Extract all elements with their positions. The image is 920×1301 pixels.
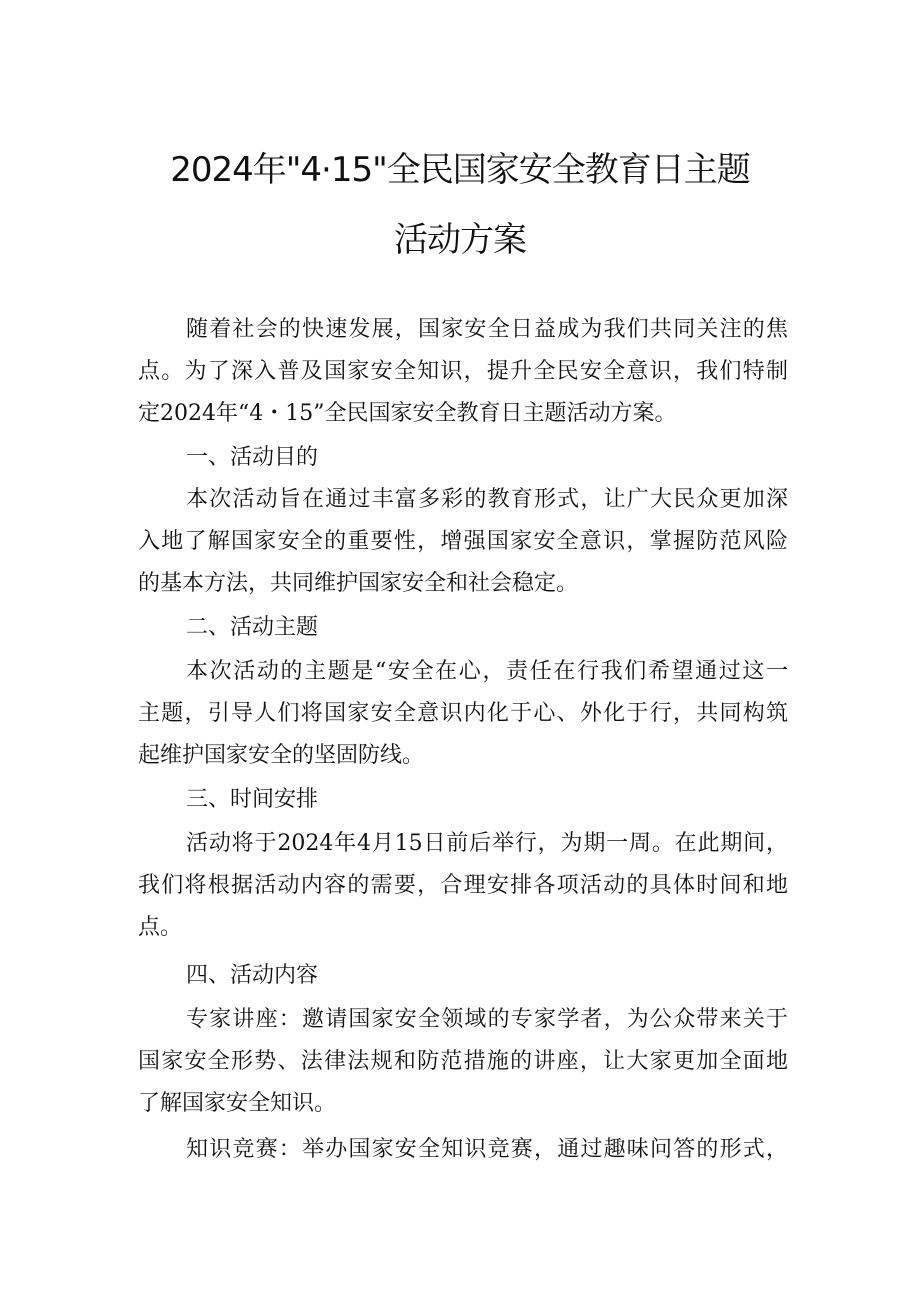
body-line: 活动将于2024年4月15日前后举行，为期一周。在此期间， [186, 831, 788, 856]
intro-line: 定2024年“4・15”全民国家安全教育日主题活动方案。 [138, 401, 677, 426]
section-heading: 一、活动目的 [186, 445, 319, 470]
body-line: 了解国家安全知识。 [138, 1091, 337, 1116]
intro-line: 点。为了深入普及国家安全知识，提升全民安全意识，我们特制 [138, 359, 788, 384]
body-line: 起维护国家安全的坚固防线。 [138, 743, 425, 768]
body-line: 点。 [138, 915, 183, 940]
document-title-line-2: 活动方案 [394, 220, 526, 260]
body-line: 主题，引导人们将国家安全意识内化于心、外化于行，共同构筑 [138, 701, 788, 726]
body-line: 知识竞赛：举办国家安全知识竞赛，通过趣味问答的形式， [186, 1137, 788, 1162]
body-line: 本次活动的主题是“安全在心，责任在行我们希望通过这一 [186, 659, 788, 684]
body-line: 国家安全形势、法律法规和防范措施的讲座，让大家更加全面地 [138, 1049, 788, 1074]
document-title-line-1: 2024年"4·15"全民国家安全教育日主题 [170, 150, 750, 190]
section-heading: 四、活动内容 [186, 963, 319, 988]
body-line: 专家讲座：邀请国家安全领域的专家学者，为公众带来关于 [186, 1007, 788, 1032]
section-heading: 三、时间安排 [186, 787, 319, 812]
body-line: 本次活动旨在通过丰富多彩的教育形式，让广大民众更加深 [186, 487, 788, 512]
body-line: 我们将根据活动内容的需要，合理安排各项活动的具体时间和地 [138, 873, 788, 898]
intro-line: 随着社会的快速发展，国家安全日益成为我们共同关注的焦 [186, 317, 788, 342]
section-heading: 二、活动主题 [186, 615, 319, 640]
body-line: 入地了解国家安全的重要性，增强国家安全意识，掌握防范风险 [138, 529, 788, 554]
body-line: 的基本方法，共同维护国家安全和社会稳定。 [138, 571, 579, 596]
